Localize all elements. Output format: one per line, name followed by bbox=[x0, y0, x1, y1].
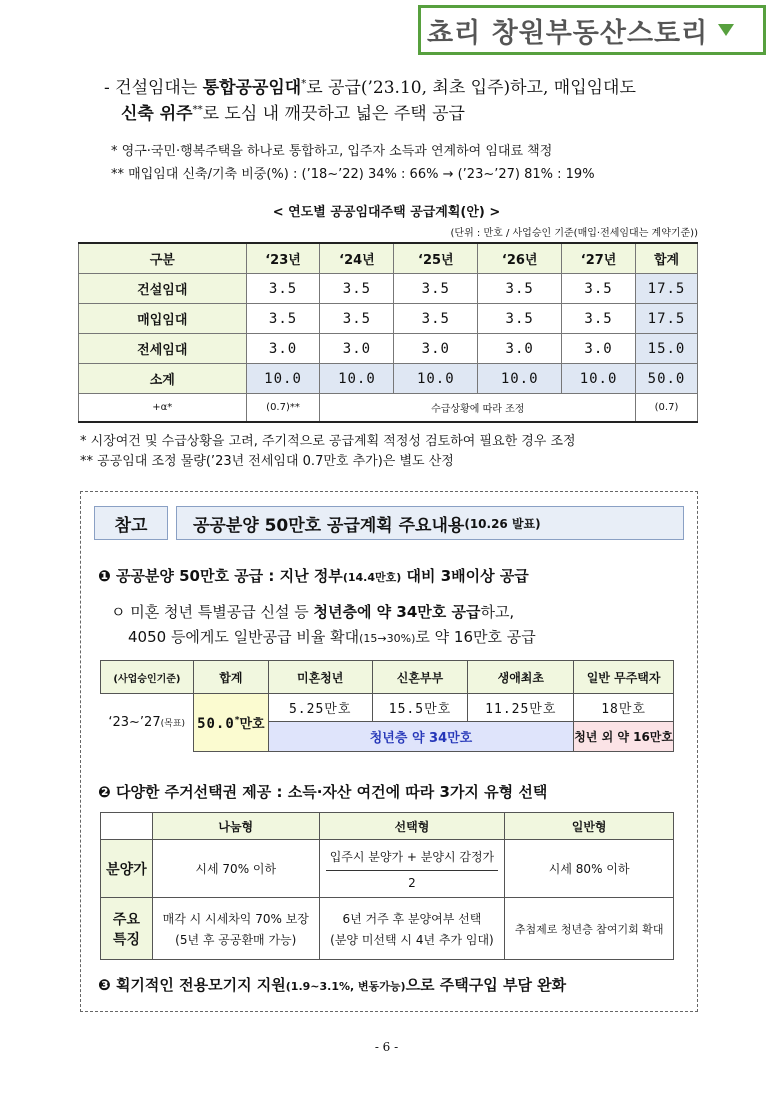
period-cell: ‘23~’27(목표) bbox=[101, 694, 194, 752]
nonyouth-group-cell: 청년 외 약 16만호 bbox=[574, 722, 674, 752]
cell: 3.0 bbox=[320, 334, 394, 364]
table-row bbox=[79, 304, 698, 334]
row-label: 소계 bbox=[79, 364, 247, 394]
plan-table-unit: (단위 : 만호 / 사업승인 기준(매입·전세임대는 계약기준)) bbox=[450, 228, 698, 239]
fraction-cell: 입주시 분양가 + 분양시 감정가 2 bbox=[319, 840, 505, 898]
distribution-table bbox=[100, 660, 674, 752]
cell: 3.5 bbox=[478, 304, 562, 334]
plan-table-title: < 연도별 공공임대주택 공급계획(안) > bbox=[272, 205, 501, 220]
cell: 추첨제로 청년층 참여기회 확대 bbox=[505, 898, 674, 960]
plan-header-row bbox=[79, 243, 698, 274]
plan-note-2: ** 공공임대 조정 물량(’23년 전세임대 0.7만호 추가)은 별도 산정 bbox=[80, 454, 454, 469]
cell: 시세 80% 이하 bbox=[505, 840, 674, 898]
bullet-line-2: 4050 등에게도 일반공급 비율 확대(15→30%)로 약 16만호 공급 bbox=[128, 628, 536, 646]
cell: 3.5 bbox=[320, 304, 394, 334]
cell: 매각 시 시세차익 70% 보장 (5년 후 공공환매 가능) bbox=[152, 898, 319, 960]
cell: 3.0 bbox=[394, 334, 478, 364]
total-cell: 50.0*만호 bbox=[193, 694, 268, 752]
row-label: 분양가 bbox=[101, 840, 153, 898]
row-label: 매입임대 bbox=[79, 304, 247, 334]
row-label: 건설임대 bbox=[79, 274, 247, 304]
total-cell: 17.5 bbox=[636, 274, 698, 304]
distribution-value-row bbox=[101, 694, 674, 722]
cell: (0.7) bbox=[636, 394, 698, 423]
cell: 15.5만호 bbox=[372, 694, 468, 722]
cell: 3.5 bbox=[562, 304, 636, 334]
header-cell: 일반형 bbox=[505, 813, 674, 840]
row-label: +α* bbox=[79, 394, 247, 423]
number-3-icon: ❸ bbox=[98, 976, 111, 994]
section-2-heading: ❷ 다양한 주거선택권 제공 : 소득·자산 여건에 따라 3가지 유형 선택 bbox=[98, 783, 548, 801]
alpha-row bbox=[79, 394, 698, 423]
cell: 11.25만호 bbox=[468, 694, 574, 722]
section-1-heading: ❶ 공공분양 50만호 공급 : 지난 정부(14.4만호) 대비 3배이상 공급 bbox=[98, 567, 529, 585]
header-cell: ‘24년 bbox=[320, 243, 394, 274]
cell: 시세 70% 이하 bbox=[152, 840, 319, 898]
distribution-header-row bbox=[101, 661, 674, 694]
feature-row bbox=[101, 898, 674, 960]
header-cell: 나눔형 bbox=[152, 813, 319, 840]
page-number: - 6 - bbox=[374, 1040, 399, 1054]
cell: 3.5 bbox=[246, 274, 320, 304]
total-cell: 17.5 bbox=[636, 304, 698, 334]
cell: 3.5 bbox=[478, 274, 562, 304]
badge-title: 쵸리 창원부동산스토리 bbox=[427, 17, 709, 49]
header-cell: 미혼청년 bbox=[268, 661, 372, 694]
intro-note-1: * 영구·국민·행복주택을 하나로 통합하고, 입주자 소득과 연계하여 임대료 책정 bbox=[111, 144, 553, 159]
youth-group-cell: 청년층 약 34만호 bbox=[268, 722, 573, 752]
cell: 5.25만호 bbox=[268, 694, 372, 722]
cell: 10.0 bbox=[394, 364, 478, 394]
row-label: 전세임대 bbox=[79, 334, 247, 364]
triangle-down-icon bbox=[718, 24, 734, 36]
cell: 3.0 bbox=[562, 334, 636, 364]
header-cell: 합계 bbox=[193, 661, 268, 694]
intro-line-2: 신축 위주**로 도심 내 깨끗하고 넓은 주택 공급 bbox=[121, 104, 465, 124]
cell: 수급상황에 따라 조정 bbox=[320, 394, 636, 423]
cell: 3.5 bbox=[562, 274, 636, 304]
total-cell: 15.0 bbox=[636, 334, 698, 364]
table-row bbox=[79, 334, 698, 364]
cell: 6년 거주 후 분양여부 선택 (분양 미선택 시 4년 추가 임대) bbox=[319, 898, 505, 960]
cell: 3.5 bbox=[394, 274, 478, 304]
table-row bbox=[79, 274, 698, 304]
cell: 18만호 bbox=[574, 694, 674, 722]
blog-badge bbox=[418, 5, 766, 55]
plan-note-1: * 시장여건 및 수급상황을 고려, 주기적으로 공급계획 적정성 검토하여 필요한 경우 조정 bbox=[80, 434, 576, 449]
row-label: 주요 특징 bbox=[101, 898, 153, 960]
cell: 10.0 bbox=[246, 364, 320, 394]
header-cell: ‘23년 bbox=[246, 243, 320, 274]
cell: (0.7)** bbox=[246, 394, 320, 423]
header-cell: 선택형 bbox=[319, 813, 505, 840]
header-cell: ‘26년 bbox=[478, 243, 562, 274]
intro-line-1: - 건설임대는 통합공공임대*로 공급(’23.10, 최초 입주)하고, 매입임대도 bbox=[104, 78, 636, 98]
header-cell: 생애최초 bbox=[468, 661, 574, 694]
empty-cell bbox=[101, 813, 153, 840]
intro-note-2: ** 매입임대 신축/기축 비중(%) : (’18~’22) 34% : 66% → (’23~’27) 81% : 19% bbox=[111, 167, 595, 182]
plan-table bbox=[78, 242, 698, 423]
cell: 10.0 bbox=[562, 364, 636, 394]
header-cell: 구분 bbox=[79, 243, 247, 274]
price-row bbox=[101, 840, 674, 898]
subtotal-row bbox=[79, 364, 698, 394]
bullet-line-1: ㅇ 미혼 청년 특별공급 신설 등 청년층에 약 34만호 공급하고, bbox=[111, 603, 515, 621]
cell: 10.0 bbox=[320, 364, 394, 394]
header-cell: 신혼부부 bbox=[372, 661, 468, 694]
cell: 3.5 bbox=[320, 274, 394, 304]
cell: 3.0 bbox=[478, 334, 562, 364]
header-cell: 일반 무주택자 bbox=[574, 661, 674, 694]
type-header-row bbox=[101, 813, 674, 840]
cell: 3.5 bbox=[246, 304, 320, 334]
header-cell: (사업승인기준) bbox=[101, 661, 194, 694]
number-1-icon: ❶ bbox=[98, 567, 111, 585]
housing-type-table bbox=[100, 812, 674, 960]
header-cell: ‘25년 bbox=[394, 243, 478, 274]
section-3-heading: ❸ 획기적인 전용모기지 지원(1.9~3.1%, 변동가능)으로 주택구입 부담 완화 bbox=[98, 976, 567, 994]
reference-title: 공공분양 50만호 공급계획 주요내용 (10.26 발표) bbox=[176, 506, 684, 540]
cell: 10.0 bbox=[478, 364, 562, 394]
header-cell: ‘27년 bbox=[562, 243, 636, 274]
header-cell: 합계 bbox=[636, 243, 698, 274]
cell: 3.0 bbox=[246, 334, 320, 364]
number-2-icon: ❷ bbox=[98, 783, 111, 801]
cell: 3.5 bbox=[394, 304, 478, 334]
total-cell: 50.0 bbox=[636, 364, 698, 394]
reference-tag: 참고 bbox=[94, 506, 168, 540]
